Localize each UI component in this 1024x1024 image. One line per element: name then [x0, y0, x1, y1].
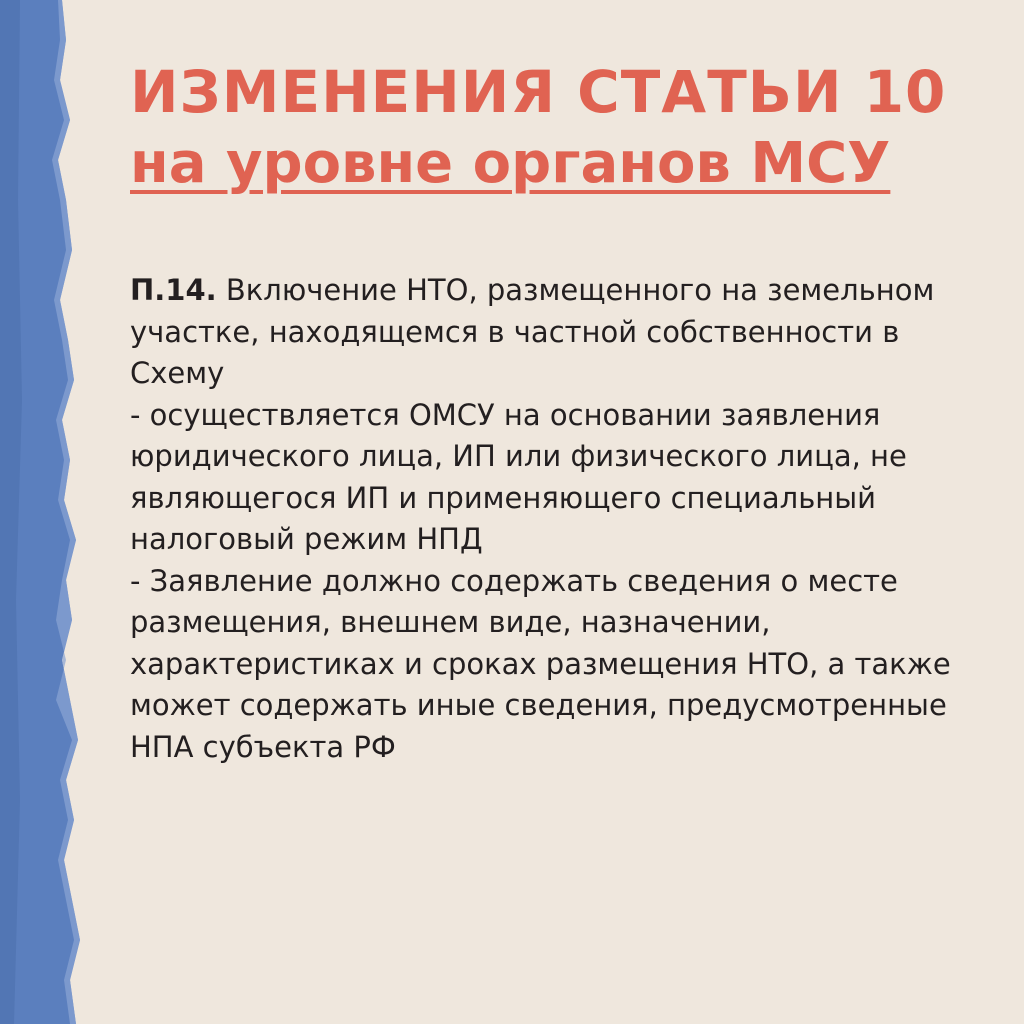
- torn-paper-strip: [0, 0, 120, 1024]
- slide-content: [130, 56, 990, 768]
- slide-title: ИЗМЕНЕНИЯ СТАТЬИ 10: [130, 58, 947, 126]
- intro-paragraph: [130, 270, 990, 395]
- slide-subtitle: на уровне органов МСУ: [130, 131, 891, 196]
- article-body: [130, 270, 990, 768]
- list-item: - Заявление должно содержать сведения о месте размещения, внешнем виде, назначении, характеристиках и сроках размещения НТО, а также может содержать иные сведения, предусмотренные НПА субъекта РФ: [130, 563, 951, 764]
- intro-text: Включение НТО, размещенного на земельном участке, находящемся в частной собственности в Схему: [130, 273, 935, 390]
- item-label: П.14.: [130, 273, 217, 307]
- list-item: - осуществляется ОМСУ на основании заявления юридического лица, ИП или физического лица, не являющегося ИП и применяющего специальный налоговый режим НПД: [130, 397, 907, 556]
